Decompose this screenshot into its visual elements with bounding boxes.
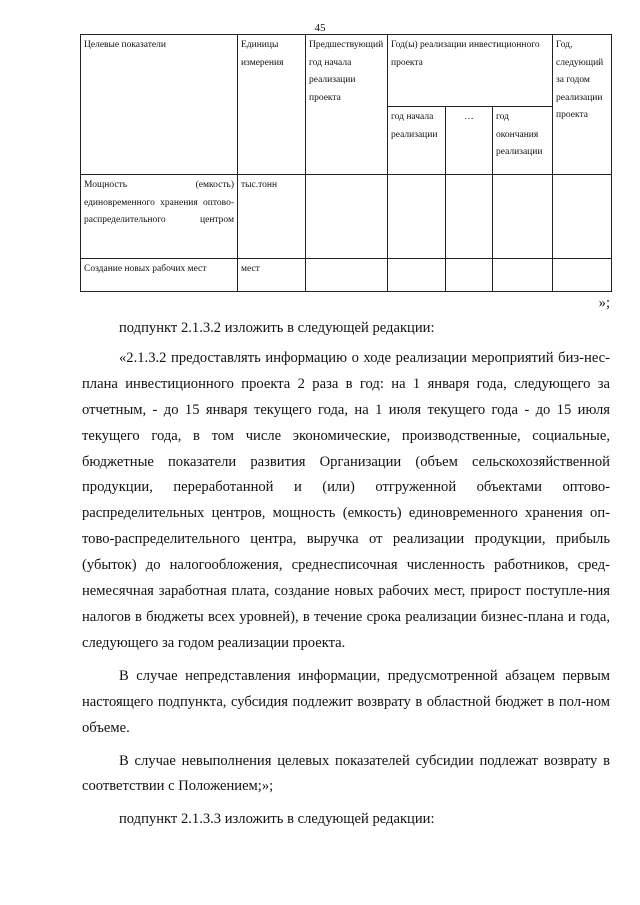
- row-jobs-mid: [446, 259, 493, 292]
- row-capacity-prev: [306, 175, 388, 259]
- header-indicators: Целевые показатели: [81, 35, 238, 175]
- row-jobs-end: [493, 259, 553, 292]
- row-capacity-mid: [446, 175, 493, 259]
- header-ellipsis: …: [446, 107, 493, 175]
- header-implementation-years: Год(ы) реализации инвестиционного проекта: [388, 35, 553, 107]
- header-end-year: год окончания реализации: [493, 107, 553, 175]
- table-closing-mark: »;: [598, 295, 610, 311]
- row-capacity-unit: тыс.тонн: [238, 175, 306, 259]
- header-previous-year: Предшествующий год начала реализации проекта: [306, 35, 388, 175]
- header-following-year: Год, следующий за годом реализации проекта: [553, 35, 612, 175]
- paragraph-subclause-2133-intro: подпункт 2.1.3.3 изложить в следующей редакции:: [119, 811, 435, 828]
- paragraph-non-fulfillment: В случае невыполнения целевых показателей субсидии подлежат возврату в соответствии с Положением;»;: [82, 752, 610, 795]
- paragraph-non-submission: В случае непредставления информации, предусмотренной абзацем первым настоящего подпункта, субсидия подлежит возврату в областной бюджет в пол-ном объеме.: [82, 667, 610, 736]
- page-number: 45: [314, 22, 326, 34]
- header-units: Единицы измерения: [238, 35, 306, 175]
- row-jobs-start: [388, 259, 446, 292]
- row-capacity-end: [493, 175, 553, 259]
- row-capacity-start: [388, 175, 446, 259]
- header-start-year: год начала реализации: [388, 107, 446, 175]
- paragraph-subclause-2132-intro: подпункт 2.1.3.2 изложить в следующей редакции:: [119, 320, 435, 336]
- row-capacity-indicator: [81, 175, 238, 259]
- row-capacity-next: [553, 175, 612, 259]
- row-jobs-next: [553, 259, 612, 292]
- document-body: [82, 316, 610, 833]
- targets-table: [80, 34, 612, 292]
- row-jobs-indicator: Создание новых рабочих мест: [81, 259, 238, 292]
- row-capacity-indicator-text: Мощность (емкость) единовременного хранения оптово-распределительного центром: [84, 180, 234, 226]
- row-jobs-unit: мест: [238, 259, 306, 292]
- paragraph-subclause-2132-text: «2.1.3.2 предоставлять информацию о ходе реализации мероприятий биз-нес-плана инвестиционного проекта 2 раза в год: на 1 января года, следующего за отчетным, - до 15 января текущего года, на 1 июля текущего года - до 15 июля текущего года, в том числе экономические, производственные, социальные, бюджетные показатели развития Организации (объем сельскохозяйственной продукции, переработанной и (или) отгруженной объектами оптово-распределительных центров, мощность (емкость) единовременного хранения оп-тово-распределительного центра, выручка от реализации продукции, прибыль (убыток) до налогообложения, среднесписочная численность работников, сред-немесячная заработная плата, создание новых рабочих мест, прирост поступле-ния налогов в бюджеты всех уровней), в течение срока реализации бизнес-плана и года, следующего за годом реализации проекта.: [82, 349, 610, 651]
- row-jobs-prev: [306, 259, 388, 292]
